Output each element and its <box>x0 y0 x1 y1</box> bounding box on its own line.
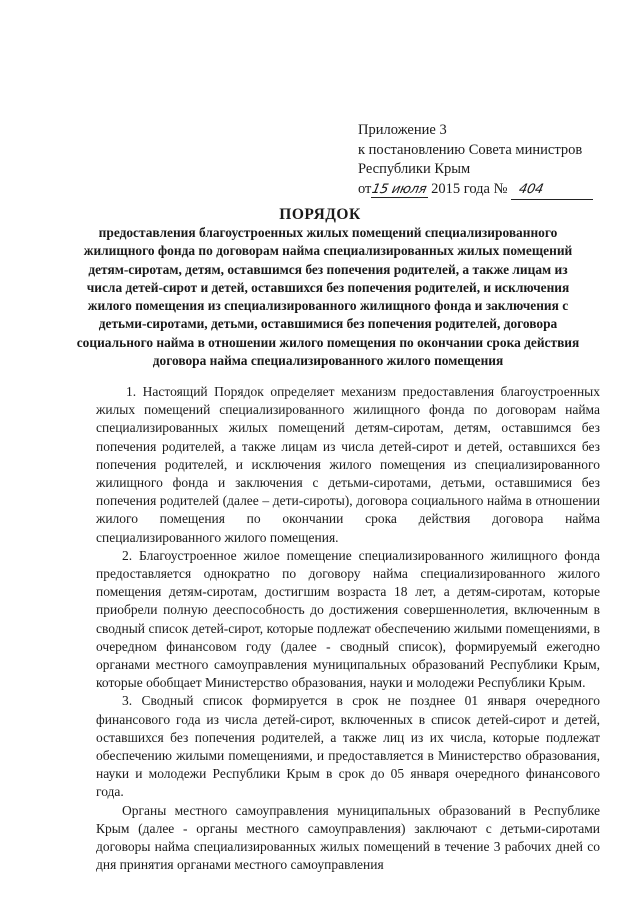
resolution-ref: к постановлению Совета министров <box>358 141 583 158</box>
paragraph: 2. Благоустроенное жилое помещение специализированного жилищного фонда предоставляется однократно по договору найма специализированного жилого помещения детям-сиротам, достигшим возраста 18 лет, а детям-сиротам, которые приобрели полную дееспособность до достижения совершеннолетия, включенным в сводный список детей-сирот, которые подлежат обеспечению жилыми помещениями, в очередном финансовом году (далее - сводный список), формируемый ежегодно органами местного самоуправления муниципальных образований Республики Крым, которые обобщает Министерство образования, науки и молодежи Республики Крым. <box>96 547 600 691</box>
handwritten-number: 404 <box>517 181 545 197</box>
paragraph: 1. Настоящий Порядок определяет механизм предоставления благоустроенных жилых помещений специализированного жилищного фонда по договорам найма специализированных жилых помещений детям-сиротам, детям, оставшимся без попечения родителей, а также лицам из числа детей-сирот и детей, оставшихся без попечения родителей, и исключения жилого помещения из специализированного жилищного фонда и заключения с детьми-сиротами, детьми, оставшимися без попечения родителей (далее – дети-сироты), договора социального найма в отношении жилого помещения по окончании срока действия договора найма специализированного жилого помещения. <box>96 384 600 545</box>
republic-name: Республики Крым <box>358 161 471 177</box>
document-body <box>96 383 600 874</box>
paragraph: 3. Сводный список формируется в срок не позднее 01 января очередного финансового года из числа детей-сирот, включенных в список детей-сирот и детей, оставшихся без попечения родителей, а также лиц из их числа, которые подлежат обеспечению жилыми помещениями, и предоставляется в Министерство образования, науки и молодежи Республики Крым в срок до 05 января очередного финансового года. <box>96 693 600 800</box>
paragraph: Органы местного самоуправления муниципальных образований в Республике Крым (далее - органы местного самоуправления) заключают с детьми-сиротами договоры найма специализированных жилых помещений в течение 3 рабочих дней со дня принятия органами местного самоуправления <box>96 802 600 873</box>
date-year: 2015 года № <box>431 180 508 197</box>
document-subtitle: предоставления благоустроенных жилых помещений специализированного жилищного фонда по договорам найма специализированных жилых помещений детям-сиротам, детям, оставшимся без попечения родителей, а также лицам из числа детей-сирот и детей, оставшихся без попечения родителей, и исключения жилого помещения из специализированного жилищного фонда и заключения с детьми-сиротами, детьми, оставшимися без попечения родителей, договора социального найма в отношении жилого помещения по окончании срока действия договора найма специализированного жилого помещения <box>76 225 580 369</box>
date-line <box>358 180 618 201</box>
appendix-header <box>358 121 618 200</box>
document-title: ПОРЯДОК <box>279 206 361 223</box>
handwritten-date: 15 июля <box>370 181 429 197</box>
appendix-label: Приложение 3 <box>358 122 447 138</box>
date-prefix: от <box>358 180 372 197</box>
